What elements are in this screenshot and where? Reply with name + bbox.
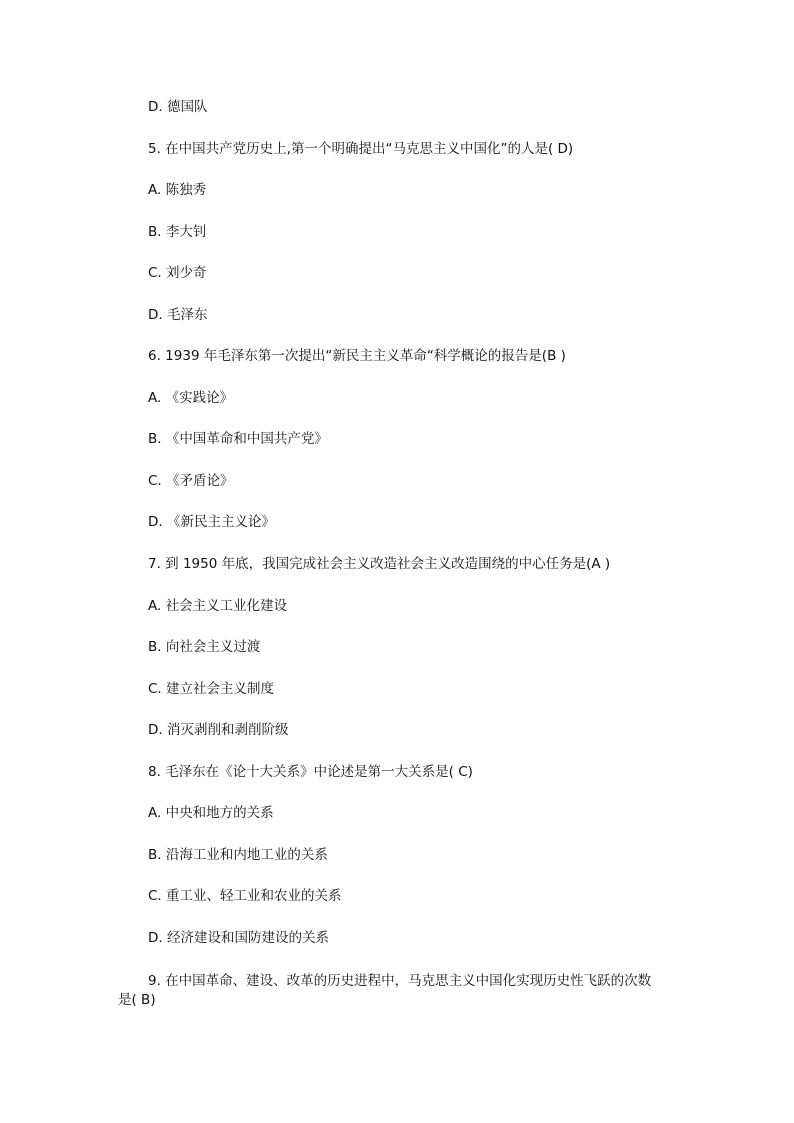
- option-b-q7: B. 向社会主义过渡: [148, 639, 261, 655]
- question-5: 5. 在中国共产党历史上,第一个明确提出“马克思主义中国化”的人是( D): [148, 141, 574, 157]
- option-b-q5: B. 李大钊: [148, 224, 207, 240]
- option-a-q6: A. 《实践论》: [148, 390, 234, 406]
- option-d-q6: D. 《新民主主义论》: [148, 514, 275, 530]
- question-7: 7. 到 1950 年底，我国完成社会主义改造社会主义改造围绕的中心任务是(A ): [148, 556, 611, 572]
- option-b-q8: B. 沿海工业和内地工业的关系: [148, 847, 328, 863]
- option-c-q5: C. 刘少奇: [148, 265, 207, 281]
- option-d-q8: D. 经济建设和国防建设的关系: [148, 930, 329, 946]
- question-8: 8. 毛泽东在《论十大关系》中论述是第一大关系是( C): [148, 764, 473, 780]
- option-a-q8: A. 中央和地方的关系: [148, 805, 274, 821]
- question-6: 6. 1939 年毛泽东第一次提出“新民主主义革命“科学概论的报告是(B ): [148, 348, 566, 364]
- option-a-q5: A. 陈独秀: [148, 182, 207, 198]
- option-a-q7: A. 社会主义工业化建设: [148, 598, 288, 614]
- option-c-q8: C. 重工业、轻工业和农业的关系: [148, 888, 342, 904]
- option-c-q7: C. 建立社会主义制度: [148, 681, 275, 697]
- option-b-q6: B. 《中国革命和中国共产党》: [148, 431, 328, 447]
- option-d-q5: D. 毛泽东: [148, 307, 208, 323]
- question-9-line2: 是( B): [118, 992, 156, 1008]
- option-d-q7: D. 消灭剥削和剥削阶级: [148, 722, 289, 738]
- option-c-q6: C. 《矛盾论》: [148, 473, 234, 489]
- option-d-q4: D. 德国队: [148, 99, 208, 115]
- question-9-line1: 9. 在中国革命、建设、改革的历史进程中，马克思主义中国化实现历史性飞跃的次数: [148, 973, 652, 989]
